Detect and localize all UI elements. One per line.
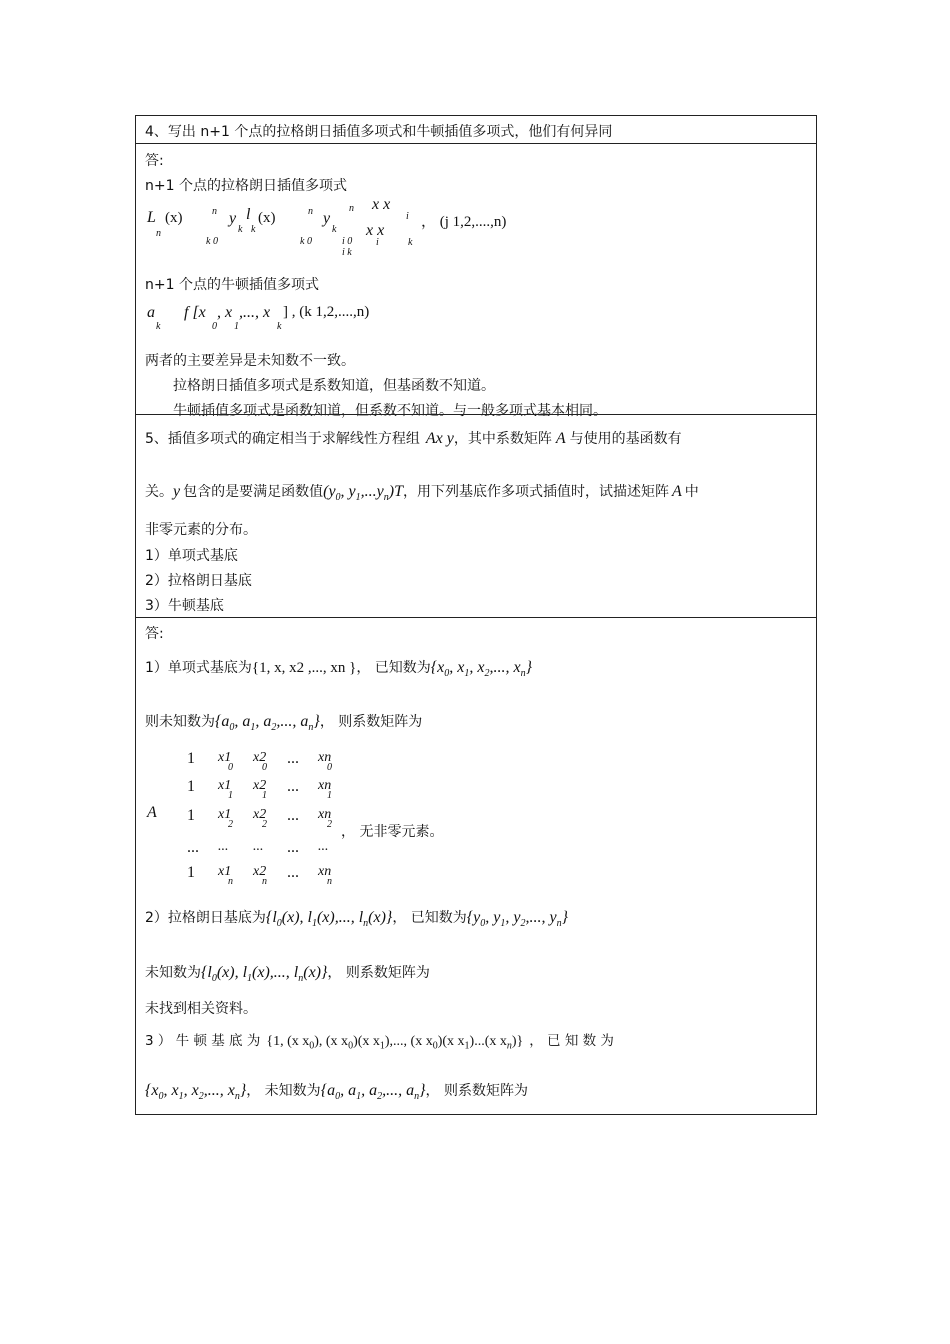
matrix-cell: ... [318, 839, 329, 854]
matrix-cell: x2 [253, 864, 267, 879]
matrix-cell: 0 [228, 762, 233, 773]
matrix-cell: x2 [253, 778, 267, 793]
matrix-cell: x1 [218, 807, 232, 822]
a5-newton-known-line: {$x_0$, $x_1$, $x_2$,..., $x_n$}， 未知数为{$a_0$, $a_1$, $a_2$,..., $a_n$}， 则系数矩阵为 [145, 1082, 528, 1102]
matrix-cell: 1 [187, 778, 195, 795]
q5-option-3: 3）牛顿基底 [145, 598, 224, 614]
matrix-cell: xn [318, 750, 332, 765]
matrix-cell: 0 [327, 762, 332, 773]
a5-unknowns-line: 则未知数为{$a_0$, $a_1$, $a_2$,..., $a_n$}， 则系数矩阵为 [145, 713, 423, 733]
q5-question-line2: 关。y 包含的是要满足函数值($y_0$, $y_1,...y_n)T$，用下列基底作多项式插值时，试描述矩阵 A 中 [145, 483, 699, 503]
matrix-symbol: A [147, 804, 157, 821]
qa-table [135, 115, 817, 1115]
matrix-cell: x1 [218, 750, 232, 765]
a5-monomial-line: 1）单项式基底为{1, x, x2 ,..., xn }， 已知数为{$x_0$, $x_1$, $x_2$,..., $x_n$} [145, 659, 533, 679]
a5-lagrange-unknowns: 未知数为{$l_0(x)$, $l_1(x)$,..., $l_n(x)$}， 则系数矩阵为 [145, 964, 430, 984]
newton-heading: n+1 个点的牛顿插值多项式 [145, 277, 319, 293]
matrix-cell: 1 [187, 750, 195, 767]
matrix-cell: ... [218, 839, 229, 854]
q5-option-2: 2）拉格朗日基底 [145, 573, 252, 589]
a5-lagrange-none: 未找到相关资料。 [145, 1001, 257, 1017]
q4-question-row [136, 116, 816, 143]
matrix-cell: 0 [262, 762, 267, 773]
q4-diff-1: 两者的主要差异是未知数不一致。 [145, 353, 355, 369]
a5-answer-label: 答: [145, 626, 164, 642]
q5-question-line1: 5、插值多项式的确定相当于求解线性方程组 Ax y，其中系数矩阵 A 与使用的基函数有 [145, 430, 682, 447]
matrix-cell: x1 [218, 778, 232, 793]
matrix-cell: 2 [228, 819, 233, 830]
matrix-cell: 1 [327, 790, 332, 801]
matrix-cell: x2 [253, 750, 267, 765]
matrix-cell: 1 [262, 790, 267, 801]
matrix-cell: ... [287, 750, 299, 767]
lagrange-heading: n+1 个点的拉格朗日插值多项式 [145, 178, 347, 194]
q5-answer-row [136, 617, 816, 1114]
matrix-cell: 1 [228, 790, 233, 801]
matrix-cell: n [262, 876, 267, 887]
q4-question: 4、写出 n+1 个点的拉格朗日插值多项式和牛顿插值多项式，他们有何异同 [145, 124, 613, 140]
matrix-cell: ... [253, 839, 264, 854]
a5-lagrange-line: 2）拉格朗日基底为{$l_0(x)$, $l_1(x)$,..., $l_n(x)$}， 已知数为{$y_0$, $y_1$, $y_2$,..., $y_n$} [145, 909, 569, 929]
matrix-cell: ... [287, 778, 299, 795]
q4-answer-label: 答: [145, 153, 164, 169]
matrix-cell: 2 [327, 819, 332, 830]
matrix-cell: xn [318, 807, 332, 822]
q4-diff-3: 牛顿插值多项式是函数知道，但系数不知道。与一般多项式基本相同。 [173, 403, 607, 419]
q4-diff-2: 拉格朗日插值多项式是系数知道，但基函数不知道。 [173, 378, 495, 394]
a5-newton-line: 3 ） 牛 顿 基 底 为 {1, (x $x_0$), (x $x_0)(x$ $x_1$),..., (x $x_0)(x$ $x_1)...(x$ $x_n$)} ， 已 知 数 为 [145, 1033, 614, 1052]
matrix-cell: 2 [262, 819, 267, 830]
q5-question-row [136, 414, 816, 617]
matrix-cell: 1 [187, 864, 195, 881]
q5-question-line3: 非零元素的分布。 [145, 522, 257, 538]
matrix-note: ， 无非零元素。 [341, 824, 444, 840]
matrix-cell: ... [287, 839, 299, 856]
matrix-cell: x2 [253, 807, 267, 822]
q4-answer-row: 答: n+1 个点的拉格朗日插值多项式 L n (x) n k 0 y k l k (x) n k 0 y k n i 0 i k x x i x x i k ， (j 1,2,....,n) n+1 个点的牛顿插值多项式 a k f [x 0 , x 1 ,..., x k ] , (k 1,2,....,n) 两者的主要差异是未知数不一致。 拉格朗日插值多项式是系数知道，但基函数不知道。 牛顿插值多项式是函数知道，但系数不知道。与一般多项式基本相同。 [136, 143, 816, 414]
matrix-cell: 1 [187, 807, 195, 824]
matrix-cell: ... [287, 807, 299, 824]
q5-option-1: 1）单项式基底 [145, 548, 238, 564]
matrix-cell: xn [318, 864, 332, 879]
matrix-cell: xn [318, 778, 332, 793]
matrix-cell: n [327, 876, 332, 887]
matrix-cell: n [228, 876, 233, 887]
matrix-cell: ... [287, 864, 299, 881]
matrix-cell: x1 [218, 864, 232, 879]
matrix-cell: ... [187, 839, 199, 856]
